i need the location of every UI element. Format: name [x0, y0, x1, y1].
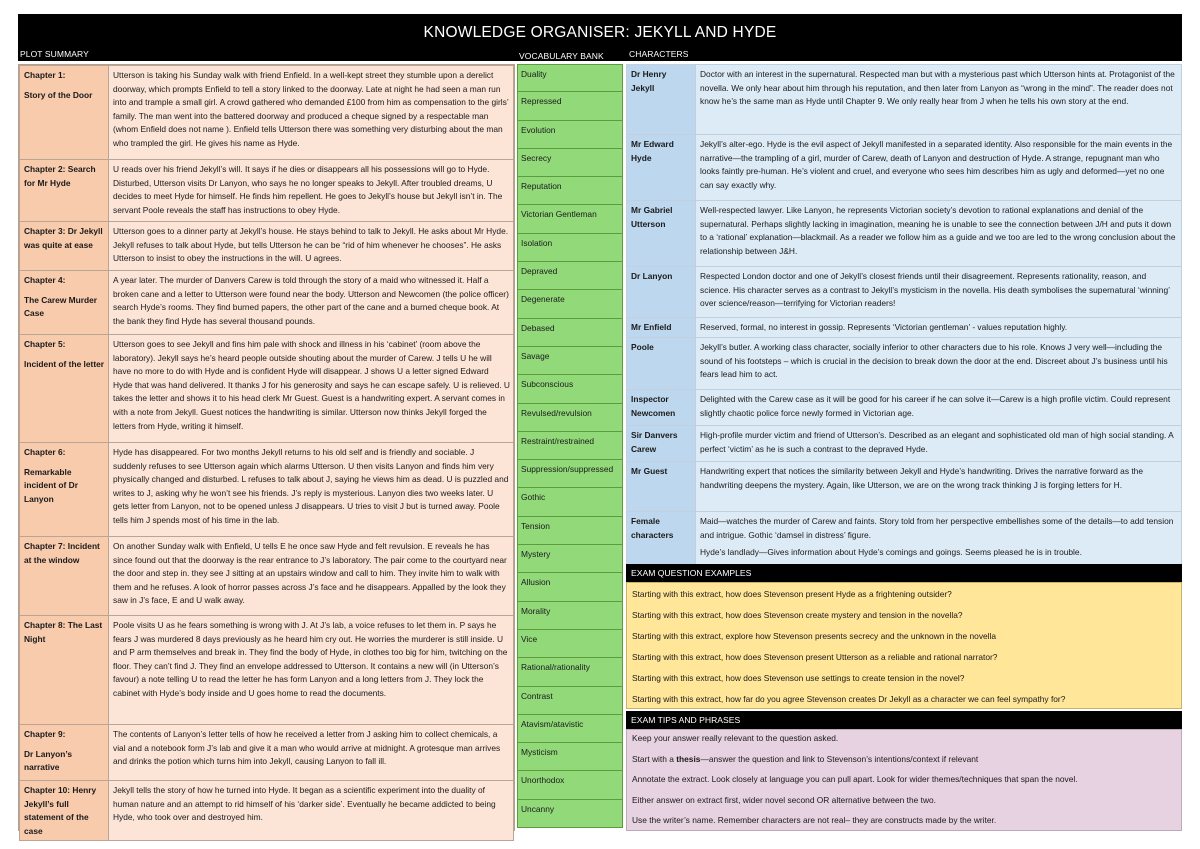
chapter-number: Chapter 5: [24, 339, 66, 349]
chapter-number: Chapter 7: Incident at the window [24, 541, 100, 565]
table-row [20, 725, 514, 781]
table-row [20, 537, 514, 616]
chapter-number: Chapter 9: [24, 729, 66, 739]
chapter-summary: U reads over his friend Jekyll’s will. It says if he dies or disappears all his possessions will go to Hyde. Disturbed, Utterson visits Dr Lanyon, who says he no longer speaks to Jekyll. After troubled dreams, U decides to meet Hyde for himself. He finds him repellent. He goes to Jekyll’s house but Jekyll isn’t in. The servant Poole reveals the staff has instructions to obey Hyde. [109, 160, 514, 222]
character-name: Mr Gabriel Utterson [627, 201, 696, 267]
character-description-part: Maid—watches the murder of Carew and faints. Story told from her perspective embellishes some of the details—to add tension and intrigue. Gothic ‘damsel in distress’ figure. [700, 516, 1174, 540]
character-name: Mr Guest [627, 462, 696, 512]
vocab-item: Secrecy [517, 149, 623, 177]
vocab-item: Reputation [517, 177, 623, 205]
chapter-cell [20, 537, 109, 616]
exam-tip: Use the writer’s name. Remember characters are not real– they are constructs made by the writer. [632, 815, 997, 825]
chapter-cell [20, 443, 109, 537]
exam-tips-heading: EXAM TIPS AND PHRASES [626, 711, 1182, 729]
character-description: Handwriting expert that notices the similarity between Jekyll and Hyde’s handwriting. Drives the narrative forward as the handwriting deepens the mystery. Again, like Utterson, we are on the wrong track thinking J is forging letters for H. [696, 462, 1182, 512]
table-row [20, 616, 514, 725]
exam-tip-text: Start with a [632, 753, 677, 764]
chapter-title: Incident of the letter [24, 358, 105, 369]
chapter-summary: Poole visits U as he fears something is wrong with J. At J’s lab, a voice refuses to let them in. P says he fears J was murdered 8 days previously as he heard him cry out. He worries the murderer is still inside. U and P arm themselves and break in. They find the body of Hyde, in clothes too big for him, twitching on the floor. They can’t find J. They find an envelope addressed to Utterson. It contains a new will (in Utterson’s favour) a note telling U to read the letter he has form Lanyon and a long letters from J. They lock the cabinet with Hyde’s body inside and U goes home to read the documents. [109, 616, 514, 725]
exam-tip-bold: thesis [676, 753, 701, 764]
table-row [20, 160, 514, 222]
chapter-number: Chapter 3: Dr Jekyll was quite at ease [24, 226, 103, 250]
character-description: Respected London doctor and one of Jekyll’s closest friends until their disagreement. Represents rationality, reason, and science. His character serves as a contrast to Jekyll’s mysticism in the novella. His death symbolises the supernatural ‘winning’ over science/reason—terrifying for Victorian readers! [696, 267, 1182, 318]
table-row [20, 443, 514, 537]
table-row [627, 65, 1182, 135]
chapter-title: Story of the Door [24, 89, 93, 100]
chapter-summary: On another Sunday walk with Enfield, U tells E he once saw Hyde and felt revulsion. E reveals he has since found out that the doorway is the rear entrance to J’s laboratory. The pair come to the courtyard near the door and step in. they see J sitting at an upstairs window and call to him. They invite him to walk with them and he refuses. A look of horror passes across J’s face and he disappears. Appalled by the look they saw in J’s face, E and U walk away. [109, 537, 514, 616]
vocab-item: Subconscious [517, 375, 623, 403]
chapter-cell [20, 160, 109, 222]
character-name: Poole [627, 338, 696, 390]
vocab-item: Evolution [517, 121, 623, 149]
vocab-item: Degenerate [517, 290, 623, 318]
vocab-item: Suppression/suppressed [517, 460, 623, 488]
chapter-number: Chapter 8: The Last Night [24, 620, 103, 644]
vocab-item: Tension [517, 517, 623, 545]
table-row [20, 781, 514, 841]
vocab-item: Contrast [517, 687, 623, 715]
vocab-item: Isolation [517, 234, 623, 262]
character-name: Sir Danvers Carew [627, 426, 696, 462]
character-description: Well-respected lawyer. Like Lanyon, he represents Victorian society’s devotion to rational explanations and denial of the supernatural. Perhaps slightly lacking in imagination, meaning he is unable to see the connection between J/H and puts it down to a ‘rational’ explanation—blackmail. As a reader we follow him as a guide and we too are led to the wrong conclusion about the relationship between J&H. [696, 201, 1182, 267]
table-row [627, 201, 1182, 267]
vocab-item: Victorian Gentleman [517, 205, 623, 233]
character-name: Dr Henry Jekyll [627, 65, 696, 135]
character-description: High-profile murder victim and friend of Utterson’s. Described as an elegant and sophisticated old man of high social standing. A perfect ‘victim’ as he is such a contrast to the depraved Hyde. [696, 426, 1182, 462]
chapter-summary: A year later. The murder of Danvers Carew is told through the story of a maid who witnessed it. Half a broken cane and a letter to Utterson were found near the body. Utterson and Newcomen (the police officer) search Hyde’s rooms. They find burned papers, the other part of the cane and a burned cheque book. At the bank they find Hyde has several thousand pounds. [109, 271, 514, 335]
exam-tip: Either answer on extract first, wider novel second OR alternative between the two. [632, 794, 936, 805]
chapter-summary: The contents of Lanyon’s letter tells of how he received a letter from J asking him to collect chemicals, a vial and a notebook form J’s lab and give it a man who would arrive at midnight. A grotesque man arrives and drinks the potion which turns him into Jekyll, causing Lanyon to fall ill. [109, 725, 514, 781]
vocab-item: Allusion [517, 573, 623, 601]
chapter-summary: Utterson goes to see Jekyll and fins him pale with shock and illness in his ‘cabinet’ (room above the laboratory). Jekyll says he’s heard people outside shouting about the murder of Carew. J tells U he will have no more to do with Hyde and is confident Hyde will disappear. J shows U a letter signed Edward Hyde that was hand delivered. It thanks J for his generosity and says he can escape safely. U is relieved. U takes the letter and shows it to his head clerk Mr Guest. Guest is a handwriting expert. A servant comes in with a note from Jekyll. Guest notices the handwriting is similar. Utterson now thinks Jekyll forged the letters from Hyde, writing it himself. [109, 335, 514, 443]
character-description: Jekyll’s butler. A working class character, socially inferior to other characters due to his role. Knows J very well—including the sound of his footsteps – which is crucial in the decision to break down the door at the end. Discreet about J’s business until his fears lead him to act. [696, 338, 1182, 390]
character-name: Inspector Newcomen [627, 390, 696, 426]
table-row [627, 338, 1182, 390]
character-description [696, 512, 1182, 566]
table-row [627, 135, 1182, 201]
character-description: Reserved, formal, no interest in gossip. Represents ‘Victorian gentleman’ - values reputation highly. [696, 318, 1182, 338]
character-name: Mr Enfield [627, 318, 696, 338]
chapter-summary: Utterson is taking his Sunday walk with friend Enfield. In a well-kept street they stumble upon a derelict doorway, which prompts Enfield to tell a story linked to the doorway. Late at night he had seen a man run into and trample a small girl. A crowd gathered who demanded £100 from him as compensation to the girls’ family. The man went into the battered doorway and produced a cheque signed by a respectable man (whom Enfield does not name ). Enfield tells Utterson there was something very disturbing about the man who trampled the girl. He gives his name as Hyde. [109, 66, 514, 160]
vocab-item: Unorthodox [517, 771, 623, 799]
exam-tip-text: —answer the question and link to Stevenson’s intentions/context if relevant [700, 753, 979, 764]
vocab-item: Savage [517, 347, 623, 375]
character-name: Dr Lanyon [627, 267, 696, 318]
chapter-cell [20, 781, 109, 841]
chapter-cell [20, 616, 109, 725]
chapter-cell [20, 222, 109, 271]
vocab-item: Vice [517, 630, 623, 658]
vocab-item: Depraved [517, 262, 623, 290]
plot-summary-table [18, 64, 515, 836]
table-row [627, 512, 1182, 566]
exam-tip: Keep your answer really relevant to the question asked. [632, 733, 839, 743]
characters-table [626, 64, 1182, 564]
table-row [627, 390, 1182, 426]
vocab-item: Repressed [517, 92, 623, 120]
exam-question: Starting with this extract, how does Stevenson present Hyde as a frightening outsider? [632, 589, 952, 599]
table-row [627, 426, 1182, 462]
vocab-item: Debased [517, 319, 623, 347]
chapter-summary: Hyde has disappeared. For two months Jekyll returns to his old self and is friendly and sociable. J suddenly refuses to see Utterson again which alarms Utterson. U then visits Lanyon and finds him very physically changed and disturbed. L refuses to talk about J, saying he views him as dead. U is puzzled and writes to J, asking why he won’t see his friends. J’s reply is mysterious. Lanyon dies two weeks later. U gets letter from Lanyon, not to be opened unless J disappears. U tries to visit J but is turned away. Poole tells him J spends most of his time in the lab. [109, 443, 514, 537]
vocabulary-bank-heading: VOCABULARY BANK [519, 51, 604, 61]
vocab-item: Mysticism [517, 743, 623, 771]
plot-summary-heading: PLOT SUMMARY [20, 49, 89, 59]
vocab-item: Duality [517, 64, 623, 92]
table-row [627, 462, 1182, 512]
table-row [20, 66, 514, 160]
chapter-title: Remarkable incident of Dr Lanyon [24, 466, 78, 504]
exam-tip [627, 751, 1181, 772]
page-title: KNOWLEDGE ORGANISER: JEKYLL AND HYDE [18, 14, 1182, 61]
chapter-cell [20, 335, 109, 443]
chapter-cell [20, 66, 109, 160]
characters-heading: CHARACTERS [629, 49, 689, 59]
table-row [627, 267, 1182, 318]
exam-questions-list [626, 582, 1182, 709]
exam-question: Starting with this extract, how far do you agree Stevenson creates Dr Jekyll as a character we can feel sympathy for? [632, 694, 1066, 704]
chapter-title: The Carew Murder Case [24, 294, 98, 319]
vocab-item: Morality [517, 602, 623, 630]
vocab-item: Mystery [517, 545, 623, 573]
chapter-cell [20, 725, 109, 781]
exam-tip: Annotate the extract. Look closely at language you can pull apart. Look for wider themes/techniques that span the novel. [632, 774, 1078, 784]
vocab-item: Uncanny [517, 800, 623, 828]
exam-questions-heading: EXAM QUESTION EXAMPLES [626, 564, 1182, 582]
table-row [20, 335, 514, 443]
character-description: Doctor with an interest in the supernatural. Respected man but with a mysterious past which Utterson hints at. Protagonist of the novella. We only hear about him through his reputation, and then later from Lanyon as “wrong in the mind”. The reader does not know he’s the same man as Hyde until Chapter 9. We only really hear from J when he tells his own story at the end. [696, 65, 1182, 135]
table-row [20, 222, 514, 271]
character-name: Mr Edward Hyde [627, 135, 696, 201]
chapter-title: Dr Lanyon’s narrative [24, 748, 73, 773]
character-description-part: Hyde’s landlady—Gives information about Hyde’s comings and goings. Seems pleased he is in trouble. [700, 547, 1082, 558]
vocab-item: Restraint/restrained [517, 432, 623, 460]
exam-tips-list [626, 729, 1182, 831]
character-description: Delighted with the Carew case as it will be good for his career if he can solve it—Carew is a high profile victim. Could represent slightly chaotic police force newly formed in Victorian age. [696, 390, 1182, 426]
exam-question: Starting with this extract, how does Stevenson present Utterson as a reliable and rational narrator? [632, 652, 998, 662]
character-name: Female characters [627, 512, 696, 566]
chapter-number: Chapter 6: [24, 447, 66, 457]
exam-question: Starting with this extract, explore how Stevenson presents secrecy and the unknown in the novella [632, 631, 997, 641]
chapter-number: Chapter 10: Henry Jekyll’s full statement of the case [24, 785, 97, 836]
table-row [20, 271, 514, 335]
exam-question: Starting with this extract, how does Stevenson use settings to create tension in the novel? [632, 673, 965, 683]
chapter-number: Chapter 2: Search for Mr Hyde [24, 164, 96, 188]
chapter-number: Chapter 4: [24, 275, 66, 285]
vocab-item: Rational/rationality [517, 658, 623, 686]
vocabulary-list [517, 64, 623, 827]
vocab-item: Atavism/atavistic [517, 715, 623, 743]
chapter-cell [20, 271, 109, 335]
character-description: Jekyll’s alter-ego. Hyde is the evil aspect of Jekyll manifested in a separated identity. Also responsible for the main events in the narrative—the trampling of a girl, murder of Carew, death of Lanyon and destruction of Hyde. A strange, repugnant man who looks faintly pre-human. He’s violent and cruel, and everyone who sees him describes him as ugly and deformed—yet no one can say exactly why. [696, 135, 1182, 201]
vocab-item: Revulsed/revulsion [517, 404, 623, 432]
chapter-summary: Jekyll tells the story of how he turned into Hyde. It began as a scientific experiment into the duality of human nature and an attempt to rid himself of his ‘darker side’. Eventually he became addicted to being Hyde, who took over and destroyed him. [109, 781, 514, 841]
exam-question: Starting with this extract, how does Stevenson create mystery and tension in the novella? [632, 610, 963, 620]
chapter-number: Chapter 1: [24, 70, 66, 80]
vocab-item: Gothic [517, 488, 623, 516]
chapter-summary: Utterson goes to a dinner party at Jekyll’s house. He stays behind to talk to Jekyll. He asks about Mr Hyde. Jekyll refuses to talk about Hyde, but tells Utterson he can be “rid of him whenever he chooses”. He asks Utterson to insist to obey the instructions in the will. U agrees. [109, 222, 514, 271]
table-row [627, 318, 1182, 338]
